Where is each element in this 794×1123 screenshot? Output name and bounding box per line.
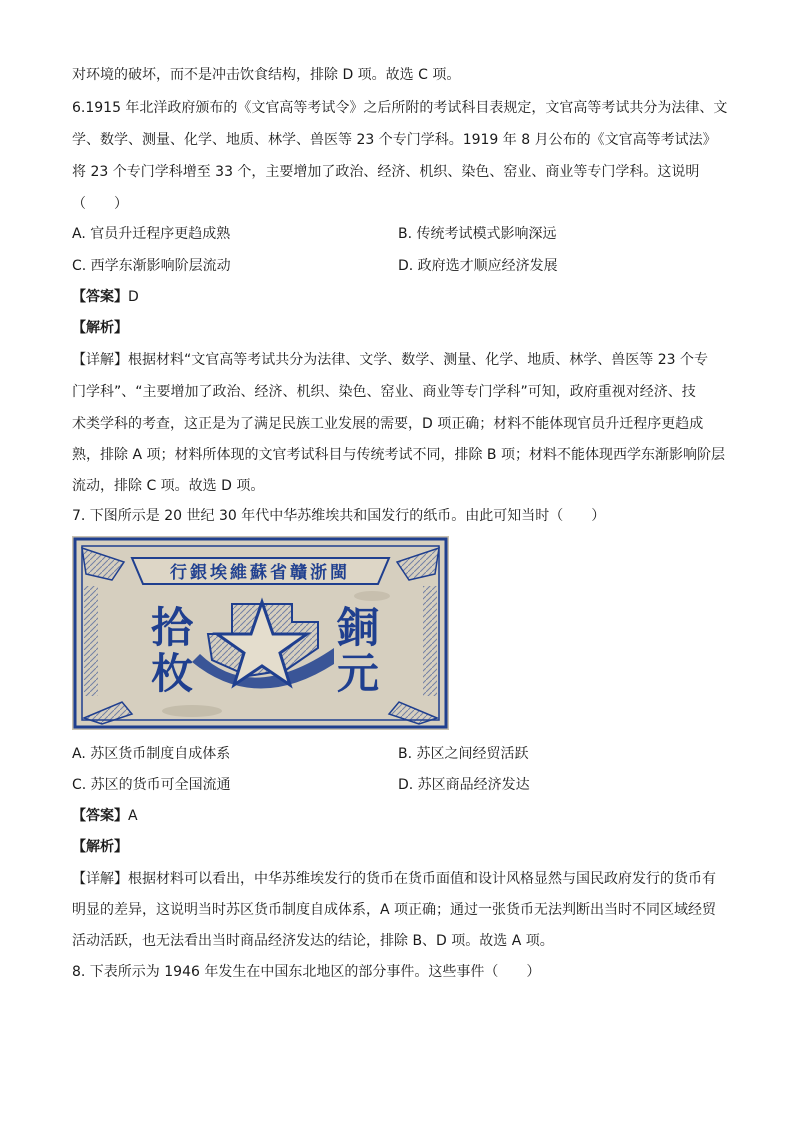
soviet-banknote-image <box>72 536 449 730</box>
question-6-stem-line-3: 将 23 个专门学科增至 33 个，主要增加了政治、经济、机织、染色、窑业、商业等专门学科。这说明 <box>72 164 700 180</box>
currency-char-2: 元 <box>336 649 380 698</box>
question-7-analysis-label: 【解析】 <box>72 839 128 855</box>
question-7-detail-line-3: 活动活跃，也无法看出当时商品经济发达的结论，排除 B、D 项。故选 A 项。 <box>72 933 554 949</box>
question-7-option-d: D. 苏区商品经济发达 <box>398 777 530 793</box>
question-6-option-c: C. 西学东渐影响阶层流动 <box>72 258 231 274</box>
question-7-detail-line-2: 明显的差异，这说明当时苏区货币制度自成体系，A 项正确；通过一张货币无法判断出当时不同区域经贸 <box>72 902 717 918</box>
question-6-detail-line-5: 流动，排除 C 项。故选 D 项。 <box>72 478 265 494</box>
question-6-detail-line-3: 术类学科的考查，这正是为了满足民族工业发展的需要，D 项正确；材料不能体现官员升迁程序更趋成 <box>72 416 704 432</box>
question-7-option-b: B. 苏区之间经贸活跃 <box>398 746 529 762</box>
question-6-analysis-label: 【解析】 <box>72 320 128 336</box>
denomination-char-1: 拾 <box>150 603 194 652</box>
question-6-answer <box>72 287 139 307</box>
question-6-detail-line-1: 【详解】根据材料“文官高等考试共分为法律、文学、数学、测量、化学、地质、林学、兽医等 23 个专 <box>72 352 708 368</box>
text-line: 对环境的破坏，而不是冲击饮食结构，排除 D 项。故选 C 项。 <box>72 67 461 83</box>
currency-char-1: 銅 <box>336 603 380 652</box>
question-6-stem-line-2: 学、数学、测量、化学、地质、林学、兽医等 23 个专门学科。1919 年 8 月公布的《文官高等考试法》 <box>72 132 717 148</box>
question-6-option-d: D. 政府选才顺应经济发展 <box>398 258 558 274</box>
question-7-option-c: C. 苏区的货币可全国流通 <box>72 777 231 793</box>
question-7-detail-line-1: 【详解】根据材料可以看出，中华苏维埃发行的货币在货币面值和设计风格显然与国民政府发行的货币有 <box>72 871 716 887</box>
banknote-issuer-text: 行銀埃維蘇省贛浙閩 <box>170 563 350 583</box>
answer-label: 【答案】 <box>72 289 128 305</box>
answer-value: A <box>128 808 138 824</box>
question-6-stem-line-1: 6.1915 年北洋政府颁布的《文官高等考试令》之后所附的考试科目表规定，文官高等考试共分为法律、文 <box>72 100 728 116</box>
answer-label: 【答案】 <box>72 808 128 824</box>
question-6-option-b: B. 传统考试模式影响深远 <box>398 226 557 242</box>
question-7-answer <box>72 806 138 826</box>
question-7-stem: 7. 下图所示是 20 世纪 30 年代中华苏维埃共和国发行的纸币。由此可知当时（ ） <box>72 508 606 524</box>
question-6-detail-line-2: 门学科”、“主要增加了政治、经济、机织、染色、窑业、商业等专门学科”可知，政府重视对经济、技 <box>72 384 696 400</box>
question-6-answer-blank: （ ） <box>72 196 128 212</box>
denomination-char-2: 枚 <box>150 649 194 698</box>
question-8-stem: 8. 下表所示为 1946 年发生在中国东北地区的部分事件。这些事件（ ） <box>72 964 541 980</box>
question-6-option-a: A. 官员升迁程序更趋成熟 <box>72 226 231 242</box>
question-6-detail-line-4: 熟，排除 A 项；材料所体现的文官考试科目与传统考试不同，排除 B 项；材料不能体现西学东渐影响阶层 <box>72 447 725 463</box>
question-7-option-a: A. 苏区货币制度自成体系 <box>72 746 231 762</box>
answer-value: D <box>128 289 139 305</box>
